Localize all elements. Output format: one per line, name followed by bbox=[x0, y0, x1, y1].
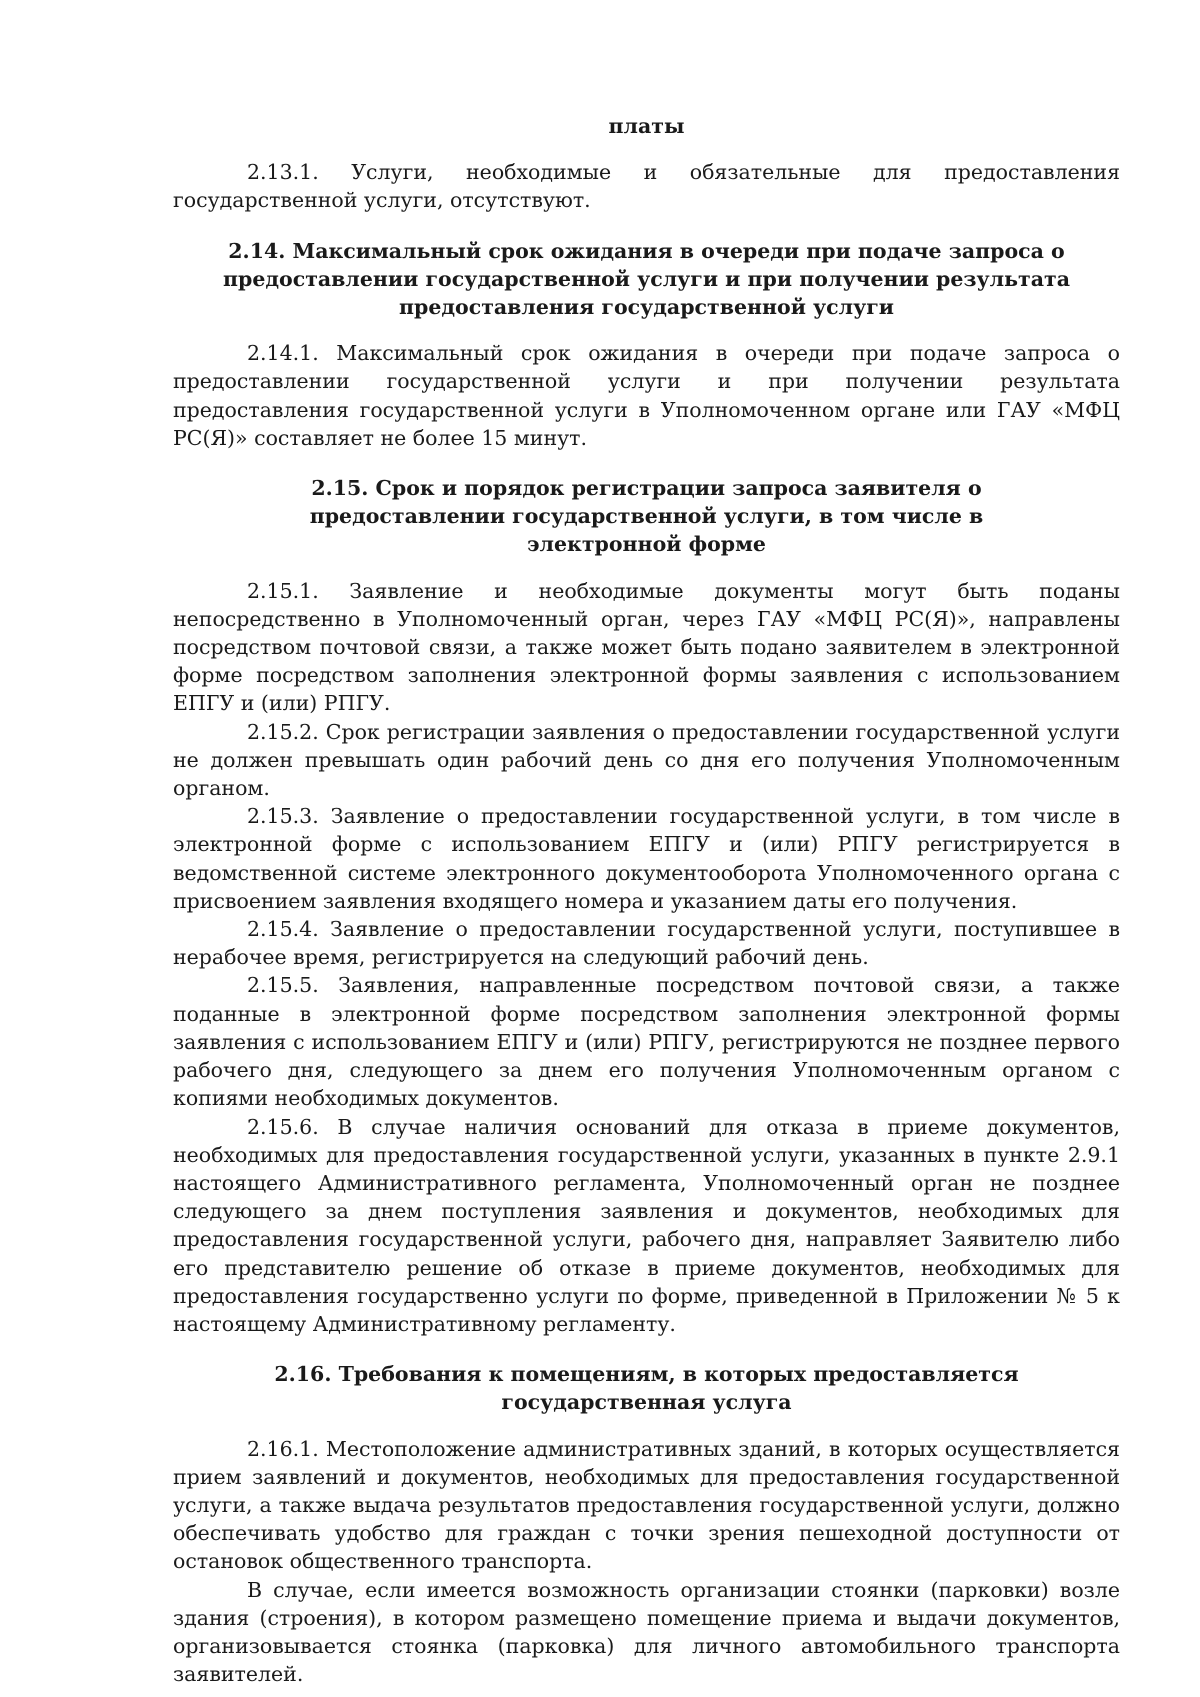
section-heading-2-15: 2.15. Срок и порядок регистрации запроса заявителя о предоставлении государственной услуги, в том числе в электронной форме bbox=[309, 476, 984, 557]
spacer bbox=[173, 559, 1120, 577]
spacer bbox=[173, 1417, 1120, 1435]
paragraph-2-15-2: 2.15.2. Срок регистрации заявления о предоставлении государственной услуги не должен превышать один рабочий день со дня его получения Уполномоченным органом. bbox=[173, 719, 1120, 801]
spacer bbox=[173, 1338, 1120, 1360]
document-page bbox=[173, 112, 1120, 1688]
paragraph-2-16-1: 2.16.1. Местоположение административных зданий, в которых осуществляется прием заявлений и документов, необходимых для предоставления государственной услуги, а также выдача результатов предоставления государственной услуги, должно обеспечивать удобство для граждан с точки зрения пешеходной доступности от остановок общественного транспорта. bbox=[173, 1436, 1120, 1574]
spacer bbox=[173, 321, 1120, 339]
spacer bbox=[173, 452, 1120, 474]
spacer bbox=[173, 140, 1120, 158]
section-heading-2-14: 2.14. Максимальный срок ожидания в очереди при подаче запроса о предоставлении государственной услуги и при получении результата предоставления государственной услуги bbox=[223, 238, 1070, 320]
paragraph-2-15-6: 2.15.6. В случае наличия оснований для отказа в приеме документов, необходимых для предоставления государственной услуги, указанных в пункте 2.9.1 настоящего Административного регламента, Уполномоченный орган не позднее следующего за днем поступления заявления и документов, необходимых для предоставления государственной услуги, рабочего дня, направляет Заявителю либо его представителю решение об отказе в приеме документов, необходимых для предоставления государственно услуги по форме, приведенной в Приложении № 5 к настоящему Административному регламенту. bbox=[173, 1114, 1120, 1336]
section-heading-2-16: 2.16. Требования к помещениям, в которых предоставляется государственная услуга bbox=[274, 1362, 1019, 1415]
paragraph-2-15-1: 2.15.1. Заявление и необходимые документы могут быть поданы непосредственно в Уполномоченный орган, через ГАУ «МФЦ РС(Я)», направлены посредством почтовой связи, а также может быть подано заявителем в электронной форме посредством заполнения электронной формы заявления с использованием ЕПГУ и (или) РПГУ. bbox=[173, 578, 1120, 716]
spacer bbox=[173, 215, 1120, 237]
paragraph-2-16-parking: В случае, если имеется возможность организации стоянки (парковки) возле здания (строения), в котором размещено помещение приема и выдачи документов, организовывается стоянка (парковка) для личного автомобильного транспорта заявителей. bbox=[173, 1577, 1120, 1687]
paragraph-2-15-4: 2.15.4. Заявление о предоставлении государственной услуги, поступившее в нерабочее время, регистрируется на следующий рабочий день. bbox=[173, 917, 1120, 970]
paragraph-2-15-5: 2.15.5. Заявления, направленные посредством почтовой связи, а также поданные в электронной форме посредством заполнения электронной формы заявления с использованием ЕПГУ и (или) РПГУ, регистрируются не позднее первого рабочего дня, следующего за днем его получения Уполномоченным органом с копиями необходимых документов. bbox=[173, 973, 1120, 1111]
continued-heading: платы bbox=[608, 114, 685, 138]
paragraph-2-14-1: 2.14.1. Максимальный срок ожидания в очереди при подаче запроса о предоставлении государственной услуги и при получении результата предоставления государственной услуги в Уполномоченном органе или ГАУ «МФЦ РС(Я)» составляет не более 15 минут. bbox=[173, 341, 1120, 450]
paragraph-2-15-3: 2.15.3. Заявление о предоставлении государственной услуги, в том числе в электронной форме с использованием ЕПГУ и (или) РПГУ регистрируется в ведомственной системе электронного документооборота Уполномоченного органа с присвоением заявления входящего номера и указанием даты его получения. bbox=[173, 804, 1120, 913]
paragraph-2-13-1: 2.13.1. Услуги, необходимые и обязательные для предоставления государственной услуги, отсутствуют. bbox=[173, 160, 1120, 213]
